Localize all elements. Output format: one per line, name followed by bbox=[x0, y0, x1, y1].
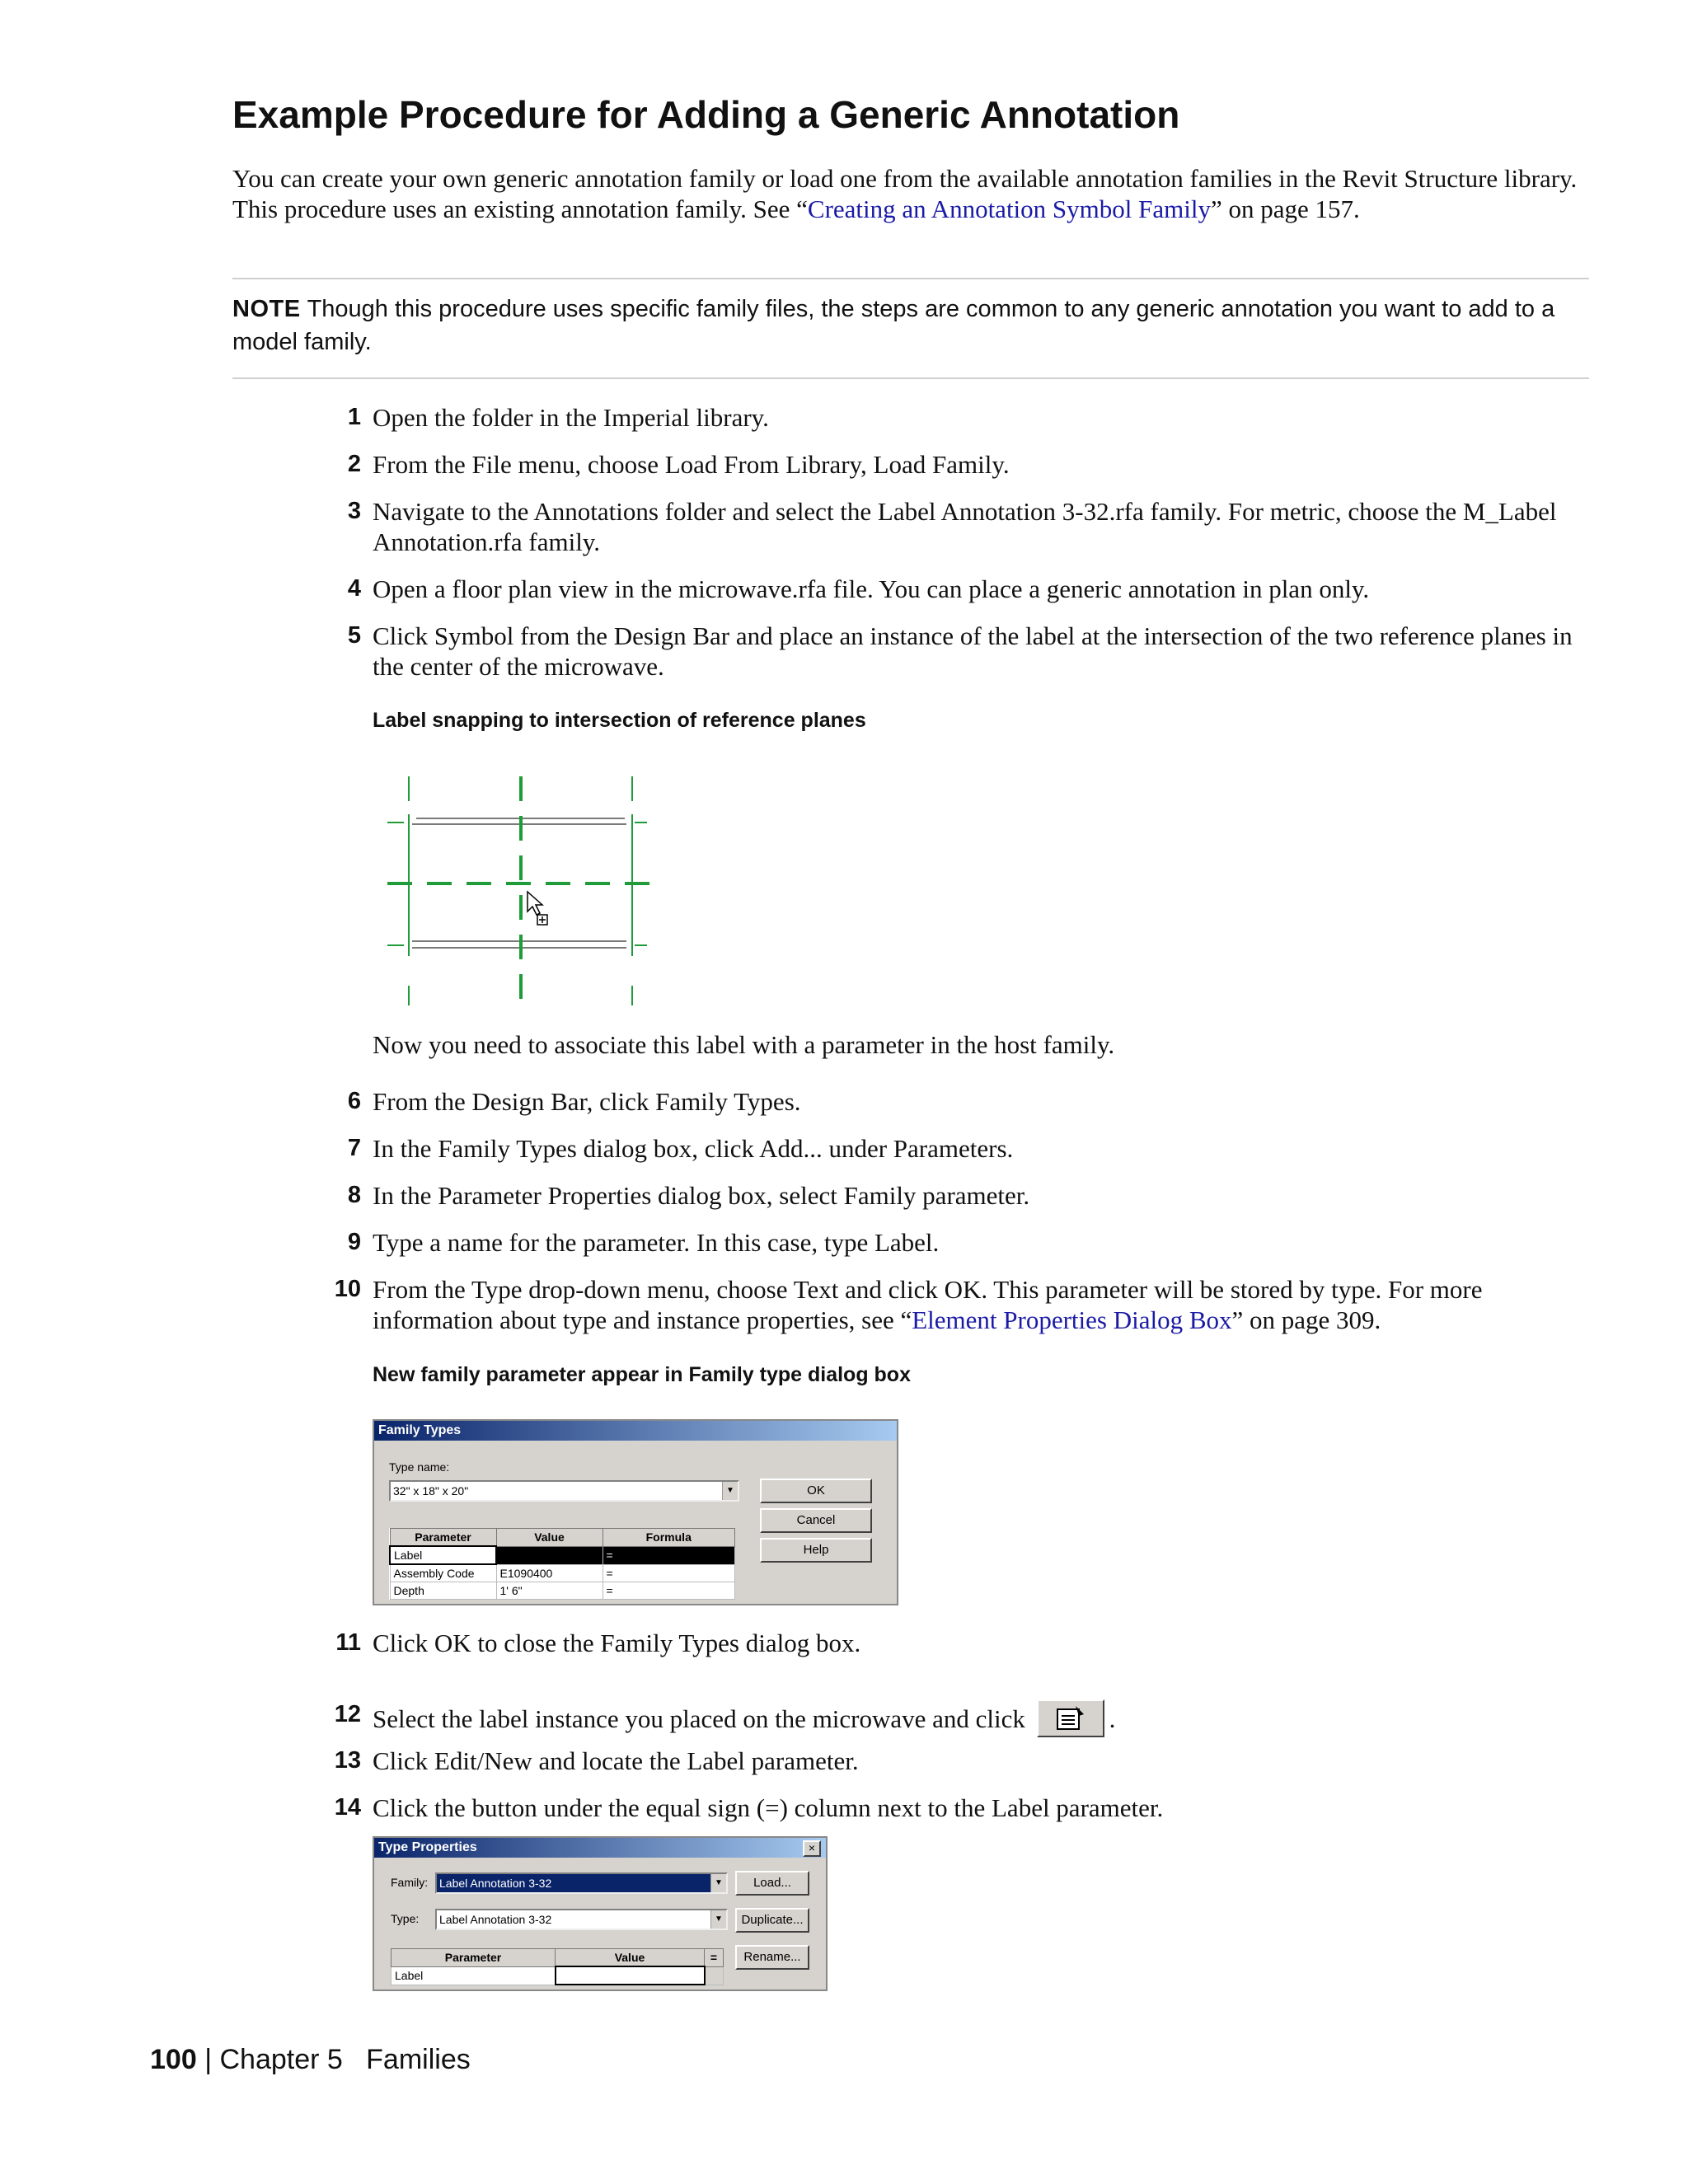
type-name-label: Type name: bbox=[389, 1460, 450, 1474]
parameters-table bbox=[389, 1528, 735, 1600]
table-header-row bbox=[392, 1949, 724, 1967]
column-header-value: Value bbox=[496, 1529, 603, 1547]
step-text bbox=[373, 1274, 1592, 1335]
footer-separator: | bbox=[204, 2044, 213, 2075]
step-text: From the File menu, choose Load From Library, Load Family. bbox=[373, 450, 1010, 479]
formula-cell[interactable]: = bbox=[603, 1582, 735, 1600]
note-label: NOTE bbox=[232, 296, 301, 322]
reference-plane-figure bbox=[379, 766, 659, 1014]
load-button[interactable]: Load... bbox=[735, 1871, 809, 1896]
type-parameters-table bbox=[391, 1948, 724, 1985]
step-number: 4 bbox=[347, 575, 361, 602]
value-cell[interactable]: E1090400 bbox=[496, 1564, 603, 1582]
family-value: Label Annotation 3-32 bbox=[439, 1877, 552, 1890]
step-12-text-after: . bbox=[1109, 1704, 1116, 1733]
type-label: Type: bbox=[391, 1912, 420, 1925]
step-number: 2 bbox=[347, 451, 361, 477]
footer-section: Families bbox=[366, 2044, 471, 2075]
step-text: Type a name for the parameter. In this case, type Label. bbox=[373, 1228, 940, 1257]
column-header-parameter: Parameter bbox=[390, 1529, 496, 1547]
type-select[interactable] bbox=[435, 1909, 728, 1930]
note-text: Though this procedure uses specific family files, the steps are common to any generic annotation you want to add to a model family. bbox=[232, 296, 1555, 355]
step-5 bbox=[313, 621, 1592, 682]
rename-button[interactable]: Rename... bbox=[735, 1945, 809, 1970]
step-10-text-before: From the Type drop-down menu, choose Text and click OK. This parameter will be stored by type. For more information about type and instance properties, see “ bbox=[373, 1275, 1483, 1334]
step-text bbox=[373, 1699, 1592, 1737]
help-button[interactable]: Help bbox=[760, 1538, 872, 1563]
step-text: Open the folder in the Imperial library. bbox=[373, 403, 769, 432]
step-6 bbox=[313, 1086, 1592, 1117]
table-row[interactable] bbox=[390, 1564, 735, 1582]
step-number: 8 bbox=[347, 1182, 361, 1208]
cancel-button[interactable]: Cancel bbox=[760, 1508, 872, 1533]
step-number: 13 bbox=[334, 1747, 361, 1774]
column-header-value: Value bbox=[556, 1949, 705, 1967]
page-number: 100 bbox=[150, 2044, 197, 2075]
type-value: Label Annotation 3-32 bbox=[439, 1913, 552, 1926]
parameter-cell[interactable]: Depth bbox=[390, 1582, 496, 1600]
note-top-divider bbox=[232, 278, 1589, 279]
step-10-text-after: ” on page 309. bbox=[1231, 1305, 1381, 1334]
properties-icon bbox=[1054, 1704, 1087, 1732]
step-number: 7 bbox=[347, 1135, 361, 1161]
step-text: From the Design Bar, click Family Types. bbox=[373, 1087, 801, 1116]
intro-link[interactable]: Creating an Annotation Symbol Family bbox=[807, 194, 1211, 223]
step-13 bbox=[313, 1746, 1592, 1776]
value-cell-selected[interactable] bbox=[496, 1546, 603, 1564]
thin-reference-lines bbox=[387, 776, 647, 1005]
figure-caption-snap: Label snapping to intersection of reference planes bbox=[373, 709, 866, 732]
close-icon[interactable]: × bbox=[803, 1840, 821, 1857]
step-text: In the Family Types dialog box, click Add... under Parameters. bbox=[373, 1134, 1014, 1163]
step-text: In the Parameter Properties dialog box, select Family parameter. bbox=[373, 1181, 1030, 1210]
family-select[interactable] bbox=[435, 1872, 728, 1894]
duplicate-button[interactable]: Duplicate... bbox=[735, 1908, 809, 1933]
intro-paragraph bbox=[232, 163, 1592, 224]
chevron-down-icon[interactable]: ▼ bbox=[710, 1874, 726, 1892]
step-text: Click Edit/New and locate the Label parameter. bbox=[373, 1746, 859, 1775]
step-text: Navigate to the Annotations folder and select the Label Annotation 3-32.rfa family. For metric, choose the M_Label Annotation.rfa family. bbox=[373, 497, 1557, 556]
step-14 bbox=[313, 1793, 1592, 1823]
step-11 bbox=[313, 1628, 1592, 1658]
table-row[interactable] bbox=[392, 1966, 724, 1985]
equals-button-cell[interactable] bbox=[705, 1966, 724, 1985]
step-1 bbox=[313, 402, 1592, 433]
step-3 bbox=[313, 496, 1592, 557]
page-title: Example Procedure for Adding a Generic Annotation bbox=[232, 93, 1180, 136]
parameter-cell[interactable]: Label bbox=[392, 1966, 556, 1985]
step-number: 6 bbox=[347, 1088, 361, 1114]
column-header-equals: = bbox=[705, 1949, 724, 1967]
value-cell[interactable]: 1' 6" bbox=[496, 1582, 603, 1600]
step-2 bbox=[313, 449, 1592, 480]
step-9 bbox=[313, 1227, 1592, 1258]
step-number: 9 bbox=[347, 1229, 361, 1255]
family-types-dialog bbox=[373, 1419, 898, 1605]
step-number: 11 bbox=[335, 1629, 361, 1656]
step-number: 10 bbox=[334, 1276, 361, 1302]
parameter-cell[interactable]: Label bbox=[390, 1546, 496, 1564]
type-name-value: 32" x 18" x 20" bbox=[393, 1484, 469, 1497]
step-text: Click Symbol from the Design Bar and place an instance of the label at the intersection of the two reference planes in the center of the microwave. bbox=[373, 621, 1573, 681]
type-properties-title-bar bbox=[374, 1838, 826, 1858]
column-header-parameter: Parameter bbox=[392, 1949, 556, 1967]
step-number: 1 bbox=[347, 404, 361, 430]
value-cell[interactable] bbox=[556, 1966, 705, 1985]
step-number: 14 bbox=[334, 1794, 361, 1821]
step-8 bbox=[313, 1180, 1592, 1211]
figure-caption-family-types: New family parameter appear in Family type dialog box bbox=[373, 1363, 911, 1386]
intro-text-after: ” on page 157. bbox=[1210, 194, 1360, 223]
formula-cell[interactable]: = bbox=[603, 1546, 735, 1564]
family-label: Family: bbox=[391, 1876, 429, 1889]
chevron-down-icon[interactable]: ▼ bbox=[710, 1910, 726, 1929]
intro-text-before: You can create your own generic annotation family or load one from the available annotation families in the Revit Structure library. This procedure uses an existing annotation family. See “ bbox=[232, 164, 1578, 223]
step-number: 5 bbox=[347, 622, 361, 649]
step-10 bbox=[313, 1274, 1592, 1335]
step-12-text: Select the label instance you placed on the microwave and click bbox=[373, 1704, 1025, 1733]
step-number: 12 bbox=[334, 1701, 361, 1727]
cursor-icon bbox=[528, 892, 547, 925]
association-paragraph: Now you need to associate this label with a parameter in the host family. bbox=[373, 1030, 1115, 1059]
chevron-down-icon[interactable]: ▼ bbox=[722, 1482, 738, 1500]
page-footer bbox=[150, 2044, 471, 2076]
note-bottom-divider bbox=[232, 377, 1589, 379]
formula-cell[interactable]: = bbox=[603, 1564, 735, 1582]
type-properties-title: Type Properties bbox=[378, 1840, 477, 1854]
type-name-select[interactable] bbox=[389, 1480, 739, 1502]
table-header-row bbox=[390, 1529, 735, 1547]
step-7 bbox=[313, 1133, 1592, 1164]
ok-button[interactable]: OK bbox=[760, 1479, 872, 1503]
note-box bbox=[232, 293, 1592, 359]
parameter-cell[interactable]: Assembly Code bbox=[390, 1564, 496, 1582]
column-header-formula: Formula bbox=[603, 1529, 735, 1547]
type-properties-dialog bbox=[373, 1836, 828, 1991]
step-4 bbox=[313, 574, 1592, 604]
step-text: Open a floor plan view in the microwave.rfa file. You can place a generic annotation in plan only. bbox=[373, 574, 1370, 603]
footer-chapter: Chapter 5 bbox=[219, 2044, 343, 2075]
reference-planes bbox=[387, 776, 651, 1005]
step-12 bbox=[313, 1699, 1592, 1737]
step-number: 3 bbox=[347, 498, 361, 524]
table-row[interactable] bbox=[390, 1546, 735, 1564]
element-properties-link[interactable]: Element Properties Dialog Box bbox=[912, 1305, 1232, 1334]
step-text: Click the button under the equal sign (=) column next to the Label parameter. bbox=[373, 1793, 1164, 1822]
family-types-title-bar: Family Types bbox=[374, 1421, 897, 1441]
step-text: Click OK to close the Family Types dialog box. bbox=[373, 1629, 861, 1657]
type-properties-button[interactable] bbox=[1037, 1699, 1104, 1737]
table-row[interactable] bbox=[390, 1582, 735, 1600]
